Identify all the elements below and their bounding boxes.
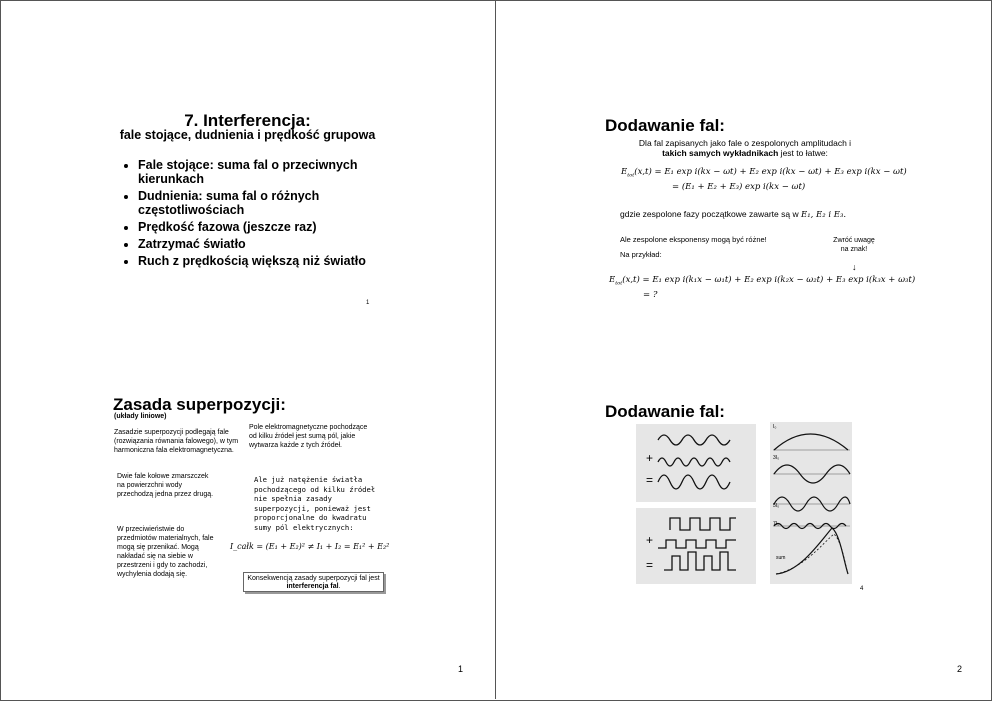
plus-sign: + [646, 533, 654, 547]
intensity-note: Ale już natężenie światła pochodzącego od kilku źródeł nie spełnia zasady superpozycji, ponieważ jest proporcjonalne do kwadratu sumy pól elektrycznych: [254, 475, 376, 532]
intro-text [605, 138, 885, 158]
material-text: W przeciwieństwie do przedmiotów materialnych, fale mogą się przenikać. Mogą nakładać się na siebie w przestrzeni i gdy to zachodzi, wychylenia dodają się. [117, 526, 214, 578]
list-item: • Ruch z prędkością większą niż światło [138, 254, 408, 268]
series-label: I₀ [773, 424, 777, 430]
slide-subtitle: (układy liniowe) [114, 413, 167, 420]
arrow-down-icon: ↓ [852, 262, 857, 272]
complex-note: Ale zespolone eksponensy mogą być różne! [620, 235, 767, 244]
equation-3-result: = ? [643, 290, 658, 300]
intro-rest: jest to łatwe: [778, 148, 828, 158]
series-label: sum [776, 555, 786, 561]
list-item: • Prędkość fazowa (jeszcze raz) [138, 220, 408, 234]
intro-bold: takich samych wykładnikach [662, 148, 779, 158]
equation-2: = (E₁ + E₂ + E₃) exp i(kx − ωt) [672, 182, 806, 192]
bullet-list [110, 158, 408, 271]
phase-note: gdzie zespolone fazy początkowe zawarte są w E₁, E₂ i E₃. [620, 209, 847, 220]
page-number-right: 2 [957, 664, 963, 674]
slide-title: Dodawanie fal: [605, 116, 725, 135]
equation-1: $E_{tot}(x,t) = E_1$ exp i(kx − ωt) + E₂ exp i(kx − ωt) + E₃ exp i(kx − ωt) [621, 167, 907, 179]
page-divider [495, 0, 496, 699]
conclusion-box: Konsekwencją zasady superpozycji fal jest interferencja fal. [243, 572, 384, 592]
intro-line: Dla fal zapisanych jako fale o zespolonych amplitudach i [638, 138, 852, 148]
fourier-series-figure [770, 422, 852, 584]
slide-number: 1 [366, 300, 370, 306]
attention-note: Zwróć uwagę na znak! [833, 237, 875, 253]
equals-sign: = [646, 473, 654, 487]
page-number-left: 1 [458, 664, 464, 674]
square-wave-figure [636, 508, 756, 584]
superposition-text: Zasadzie superpozycji podlegają fale (rozwiązania równania falowego), w tym harmoniczna fala elektromagnetyczna. [114, 429, 239, 454]
slide-number: 4 [860, 586, 864, 592]
example-label: Na przykład: [620, 250, 662, 259]
sine-addition-figure [636, 424, 756, 502]
equals-sign: = [646, 558, 654, 572]
slide-title: 7. Interferencja: [184, 111, 311, 130]
list-item: • Dudnienia: suma fal o różnych częstotliwościach [138, 189, 408, 217]
slide-title: Zasada superpozycji: [113, 395, 286, 414]
slide-subtitle: fale stojące, dudnienia i prędkość grupowa [119, 128, 376, 142]
list-item: • Zatrzymać światło [138, 237, 408, 251]
series-label: 3I₀ [773, 455, 780, 461]
plus-sign: + [646, 451, 654, 465]
series-label: 5I₀ [773, 503, 780, 509]
list-item: • Fale stojące: suma fal o przeciwnych kierunkach [138, 158, 408, 186]
em-field-text: Pole elektromagnetyczne pochodzące od kilku źródeł jest sumą pól, jakie wytwarza każde z tych źródeł. [249, 424, 368, 449]
water-waves-text: Dwie fale kołowe zmarszczek na powierzchni wody przechodzą jedna przez drugą. [117, 473, 214, 498]
intensity-formula: I_całk = (E₁ + E₂)² ≠ I₁ + I₂ = E₁² + E₂² [230, 542, 390, 551]
equation-3: $E_{tot}(x,t) = E_1$ exp i(k₁x − ω₁t) + E₂ exp i(k₂x − ω₂t) + E₃ exp i(k₃x + ω₃t) [609, 275, 916, 287]
slide-title: Dodawanie fal: [605, 402, 725, 421]
series-label: 7I₀ [773, 521, 780, 527]
